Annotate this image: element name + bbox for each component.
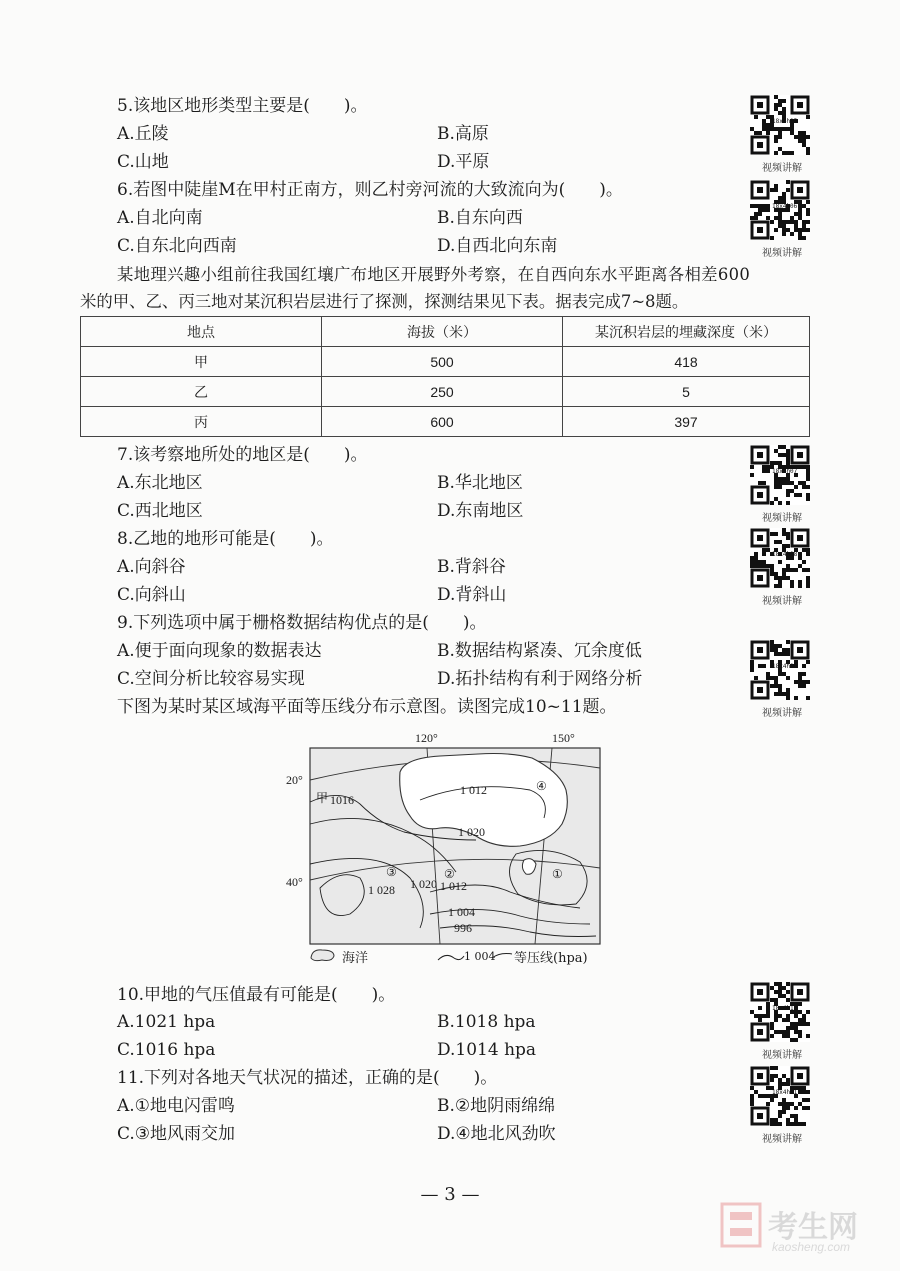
isobar-legend-tail xyxy=(490,950,514,964)
legend-isobar-value: 1 004 xyxy=(464,950,496,963)
isobar-label: 1 020 xyxy=(458,825,485,839)
watermark-url: kaosheng.com xyxy=(772,1240,851,1254)
qr-code-icon[interactable] xyxy=(750,528,810,588)
q6-option-d[interactable]: D.自西北向东南 xyxy=(437,236,558,256)
q11-option-c[interactable]: C.③地风雨交加 xyxy=(117,1124,236,1144)
ocean-legend-icon xyxy=(308,946,338,964)
isobar-label: 1 012 xyxy=(440,879,467,893)
table-cell: 5 xyxy=(563,377,810,407)
legend-isobar-label: 等压线(hpa) xyxy=(514,951,588,966)
qr-code-id: 18x4h11 xyxy=(772,1089,798,1096)
table-cell: 乙 xyxy=(81,377,322,407)
qr-caption: 视频讲解 xyxy=(762,1134,802,1145)
qr-code-id: 18x4h08 xyxy=(772,551,798,558)
intro-10-11: 下图为某时某区域海平面等压线分布示意图。读图完成10~11题。 xyxy=(117,697,617,717)
qr-code-id: 18x4h09 xyxy=(772,663,798,670)
qr-caption: 视频讲解 xyxy=(762,596,802,607)
survey-table xyxy=(80,316,810,437)
point-label-4: ④ xyxy=(536,779,547,793)
q7-option-a[interactable]: A.东北地区 xyxy=(117,473,203,493)
table-cell: 500 xyxy=(322,347,563,377)
qr-code-id: 18x4h06 xyxy=(772,203,798,210)
qr-code-icon[interactable] xyxy=(750,445,810,505)
q11-stem: 11.下列对各地天气状况的描述，正确的是( )。 xyxy=(117,1068,498,1088)
legend-ocean-label: 海洋 xyxy=(342,951,369,966)
kaosheng-logo-icon xyxy=(720,1200,764,1250)
qr-caption: 视频讲解 xyxy=(762,248,802,259)
q10-option-b[interactable]: B.1018 hpa xyxy=(437,1012,536,1032)
q5-option-b[interactable]: B.高原 xyxy=(437,124,489,144)
q6-option-c[interactable]: C.自东北向西南 xyxy=(117,236,237,256)
qr-caption: 视频讲解 xyxy=(762,1050,802,1061)
table-cell: 600 xyxy=(322,407,563,437)
table-header-row xyxy=(81,317,810,347)
intro-7-8-line1: 某地理兴趣小组前往我国红壤广布地区开展野外考察，在自西向东水平距离各相差600 xyxy=(117,265,751,284)
q8-option-c[interactable]: C.向斜山 xyxy=(117,585,186,605)
q11-option-a[interactable]: A.①地电闪雷鸣 xyxy=(117,1096,235,1116)
table-cell: 418 xyxy=(563,347,810,377)
qr-caption: 视频讲解 xyxy=(762,513,802,524)
q8-option-b[interactable]: B.背斜谷 xyxy=(437,557,506,577)
lat-label-40: 40° xyxy=(286,875,303,889)
point-label-2: ② xyxy=(444,867,455,881)
isobar-legend-icon xyxy=(436,950,466,964)
qr-code-id: 18x4h05 xyxy=(772,118,798,125)
q6-option-b[interactable]: B.自东向西 xyxy=(437,208,523,228)
qr-code-icon[interactable] xyxy=(750,1066,810,1126)
watermark-name: 考生网 xyxy=(768,1211,858,1244)
q9-option-a[interactable]: A.便于面向现象的数据表达 xyxy=(117,641,322,661)
q7-option-b[interactable]: B.华北地区 xyxy=(437,473,523,493)
isobar-label: 1 020 xyxy=(410,877,437,891)
table-row xyxy=(81,347,810,377)
q8-option-d[interactable]: D.背斜山 xyxy=(437,585,507,605)
q9-stem: 9.下列选项中属于栅格数据结构优点的是( )。 xyxy=(117,613,487,633)
table-cell: 250 xyxy=(322,377,563,407)
intro-7-8-line2: 米的甲、乙、丙三地对某沉积岩层进行了探测，探测结果见下表。据表完成7~8题。 xyxy=(80,292,689,311)
table-cell: 丙 xyxy=(81,407,322,437)
table-cell: 397 xyxy=(563,407,810,437)
isobar-label: 1 028 xyxy=(368,883,395,897)
qr-code-icon[interactable] xyxy=(750,640,810,700)
q11-option-d[interactable]: D.④地北风劲吹 xyxy=(437,1124,556,1144)
qr-code-icon[interactable] xyxy=(750,180,810,240)
q5-stem: 5.该地区地形类型主要是( )。 xyxy=(117,96,368,116)
lat-label-20: 20° xyxy=(286,773,303,787)
isobar-label: 1 004 xyxy=(448,905,475,919)
qr-code-icon[interactable] xyxy=(750,95,810,155)
q10-option-d[interactable]: D.1014 hpa xyxy=(437,1040,537,1060)
qr-caption: 视频讲解 xyxy=(762,708,802,719)
q7-option-c[interactable]: C.西北地区 xyxy=(117,501,203,521)
qr-code-id: 18x4h10 xyxy=(772,1005,798,1012)
q8-stem: 8.乙地的地形可能是( )。 xyxy=(117,529,334,549)
point-label-1: ① xyxy=(552,867,563,881)
q7-stem: 7.该考察地所处的地区是( )。 xyxy=(117,445,368,465)
isobar-label: 1 012 xyxy=(460,783,487,797)
qr-code-icon[interactable] xyxy=(750,982,810,1042)
qr-caption: 视频讲解 xyxy=(762,163,802,174)
q8-option-a[interactable]: A.向斜谷 xyxy=(117,557,186,577)
q11-option-b[interactable]: B.②地阴雨绵绵 xyxy=(437,1096,556,1116)
q5-option-c[interactable]: C.山地 xyxy=(117,152,169,172)
table-row xyxy=(81,377,810,407)
q5-option-a[interactable]: A.丘陵 xyxy=(117,124,169,144)
lon-label-150: 150° xyxy=(552,731,575,745)
q10-option-a[interactable]: A.1021 hpa xyxy=(117,1012,216,1032)
q9-option-b[interactable]: B.数据结构紧凑、冗余度低 xyxy=(437,641,642,661)
q5-option-d[interactable]: D.平原 xyxy=(437,152,490,172)
point-label-jia: 甲 xyxy=(316,791,329,805)
q9-option-c[interactable]: C.空间分析比较容易实现 xyxy=(117,669,305,689)
lon-label-120: 120° xyxy=(415,731,438,745)
table-header-site: 地点 xyxy=(81,317,322,347)
q9-option-d[interactable]: D.拓扑结构有利于网络分析 xyxy=(437,669,643,689)
q7-option-d[interactable]: D.东南地区 xyxy=(437,501,524,521)
q10-option-c[interactable]: C.1016 hpa xyxy=(117,1040,216,1060)
q6-option-a[interactable]: A.自北向南 xyxy=(117,208,203,228)
q10-stem: 10.甲地的气压值最有可能是( )。 xyxy=(117,985,396,1005)
isobar-map xyxy=(280,728,620,950)
table-header-altitude: 海拔（米） xyxy=(322,317,563,347)
point-label-3: ③ xyxy=(386,865,397,879)
q6-stem: 6.若图中陡崖M在甲村正南方，则乙村旁河流的大致流向为( )。 xyxy=(117,180,623,200)
table-row xyxy=(81,407,810,437)
table-header-depth: 某沉积岩层的埋藏深度（米） xyxy=(563,317,810,347)
qr-code-id: 18x4h07 xyxy=(772,468,798,475)
isobar-label: 1016 xyxy=(330,793,354,807)
isobar-label: 996 xyxy=(454,921,472,935)
page-number: — 3 — xyxy=(420,1184,480,1205)
table-cell: 甲 xyxy=(81,347,322,377)
